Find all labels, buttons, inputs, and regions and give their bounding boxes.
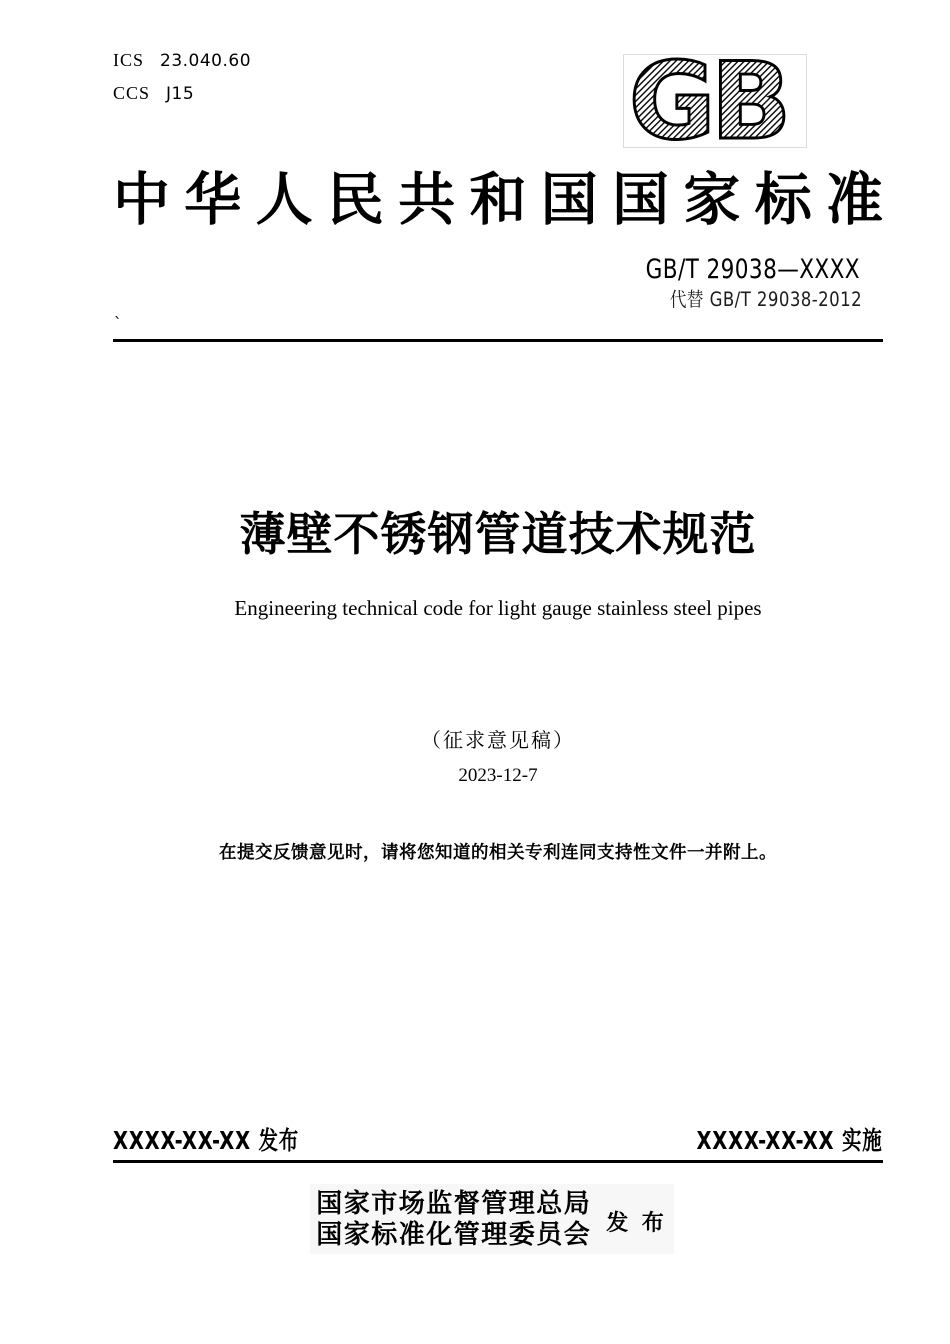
national-standard-heading: 中华人民共和国国家标准 xyxy=(113,169,883,232)
issuer-line1: 国家市场监督管理总局 xyxy=(316,1189,592,1218)
ccs-value: J15 xyxy=(166,84,195,104)
replaces-note-text: 代替 GB/T 29038-2012 xyxy=(669,288,862,311)
top-rule xyxy=(113,339,883,342)
draft-date: 2023-12-7 xyxy=(458,765,538,786)
standard-number-text: GB/T 29038—XXXX xyxy=(645,254,860,285)
gb-logo-text: GB xyxy=(628,55,787,147)
issue-date: XXXX-XX-XX 发布 xyxy=(113,1126,300,1155)
implement-date: XXXX-XX-XX 实施 xyxy=(696,1126,883,1155)
issuer-names xyxy=(316,1188,591,1250)
ics-row xyxy=(113,44,251,77)
stray-mark: ` xyxy=(113,314,123,333)
issuer-block xyxy=(310,1184,674,1254)
patent-note: 在提交反馈意见时，请将您知道的相关专利连同支持性文件一并附上。 xyxy=(219,842,777,862)
classification-codes xyxy=(113,44,251,110)
ccs-label: CCS xyxy=(113,83,151,103)
replaces-note xyxy=(636,289,862,311)
gb-logo xyxy=(623,54,807,148)
ccs-row xyxy=(113,77,251,110)
issue-verb: 发 布 xyxy=(606,1209,668,1235)
issuer-line2: 国家标准化管理委员会 xyxy=(316,1220,592,1249)
ics-value: 23.040.60 xyxy=(160,51,252,71)
bottom-rule xyxy=(113,1160,883,1163)
ics-label: ICS xyxy=(113,50,145,70)
standard-number xyxy=(592,256,860,284)
dates-row xyxy=(113,1126,883,1156)
standard-title-en: Engineering technical code for light gauge stainless steel pipes xyxy=(234,596,762,620)
draft-status: （征求意见稿） xyxy=(421,730,575,752)
standard-title-cn: 薄壁不锈钢管道技术规范 xyxy=(239,508,757,560)
gb-logo-graphic xyxy=(624,55,806,147)
